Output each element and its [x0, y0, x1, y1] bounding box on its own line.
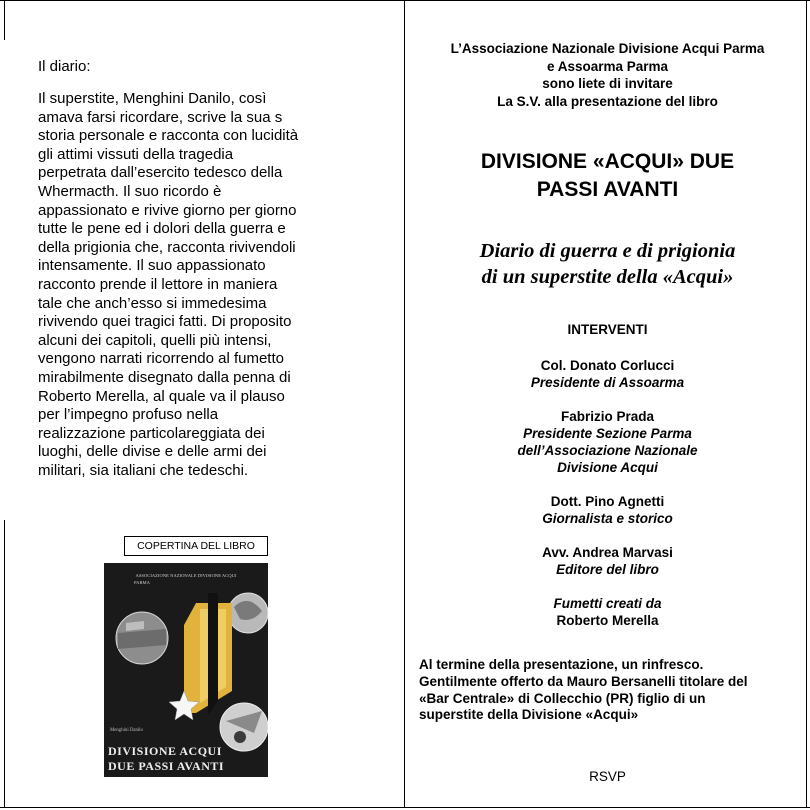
speaker-agnetti — [405, 493, 810, 527]
left-page — [0, 0, 404, 810]
cover-top-text-1: ASSOCIAZIONE NAZIONALE DIVISIONE ACQUI — [135, 573, 237, 578]
closing-note: Al termine della presentazione, un rinfresco. Gentilmente offerto da Mauro Bersanelli titolare del «Bar Centrale» di Collecchio (PR) figlio di un superstite della Divisione «Acqui» — [419, 657, 748, 723]
cover-author: Menghini Danilo — [110, 728, 143, 733]
right-page — [405, 0, 810, 810]
diary-text: Il superstite, Menghini Danilo, così amava farsi ricordare, scrive la sua s storia personale e racconta con lucidità gli attimi vissuti della tragedia perpetrata dall’esercito tedesco della Whermacth. Il suo ricordo è appassionato e rivive giorno per giorno tutte le pene ed i dolori della guerra e della prigionia che, racconta rivivendoli intensamente. Il suo appassionato racconto prende il lettore in maniera tale che anch’esso si immedesima rivivendo quei tragici fatti. Di proposito alcuni dei capitoli, quelli più intensi, vengono narrati ricorrendo al fumetto mirabilmente disegnato dalla penna di Roberto Merella, al quale va il plauso per l’impegno profuso nella realizzazione particolareggiata dei luoghi, delle divise e delle armi dei militari, sia italiani che tedeschi. — [38, 90, 299, 479]
cover-top-text-2: PARMA — [134, 580, 150, 585]
speaker-role: Editore del libro — [556, 562, 659, 577]
speaker-name: Roberto Merella — [556, 613, 659, 628]
speaker-marvasi — [405, 544, 810, 578]
speaker-name: Dott. Pino Agnetti — [550, 494, 665, 509]
interventi-heading: INTERVENTI — [567, 322, 648, 337]
speaker-name: Fabrizio Prada — [560, 409, 655, 424]
speaker-role: Giornalista e storico — [542, 511, 673, 526]
speaker-role: Fumetti creati da — [553, 596, 662, 611]
speaker-name: Avv. Andrea Marvasi — [542, 545, 673, 560]
cover-label: COPERTINA DEL LIBRO — [124, 536, 268, 556]
invitation-text: L’Associazione Nazionale Divisione Acqui Parma e Assoarma Parma sono liete di invitare La S.V. alla presentazione del libro — [450, 41, 765, 109]
cover-title-line-2: DUE PASSI AVANTI — [108, 759, 225, 773]
cover-title-line-1: DIVISIONE ACQUI — [108, 744, 222, 758]
speaker-merella — [405, 595, 810, 629]
speaker-prada — [405, 408, 810, 476]
speaker-role: Presidente di Assoarma — [530, 375, 685, 390]
speaker-role: Presidente Sezione Parma dell’Associazione Nazionale Divisione Acqui — [517, 426, 698, 475]
diary-heading: Il diario: — [38, 58, 91, 75]
book-title: DIVISIONE «ACQUI» DUE PASSI AVANTI — [480, 150, 735, 201]
book-subtitle: Diario di guerra e di prigionia di un superstite della «Acqui» — [479, 240, 736, 288]
rsvp-label: RSVP — [589, 769, 626, 784]
speaker-name: Col. Donato Corlucci — [540, 358, 675, 373]
book-cover — [104, 563, 268, 777]
book-cover-art — [104, 563, 268, 777]
speaker-corlucci — [405, 357, 810, 391]
